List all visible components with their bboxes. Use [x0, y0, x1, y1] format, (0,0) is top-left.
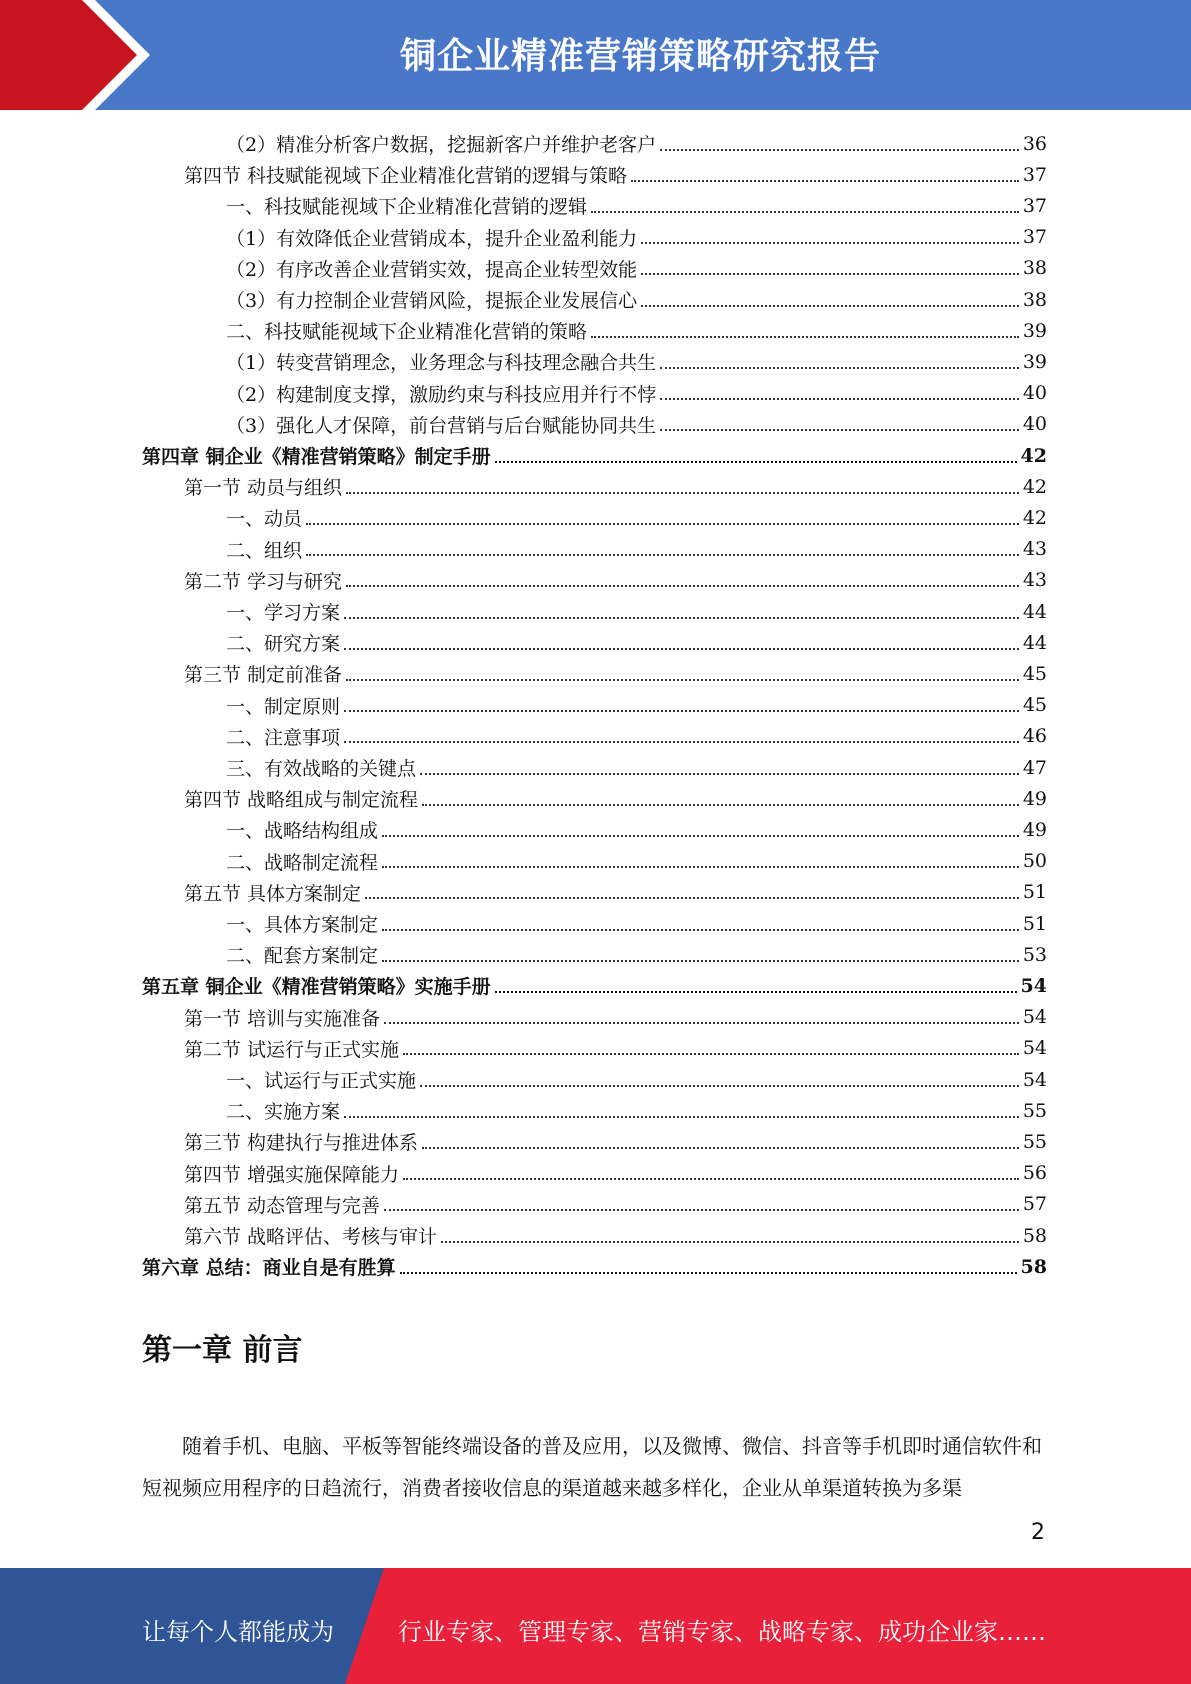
toc-dot-leader: [400, 1272, 1017, 1274]
toc-entry-title: 第五节 具体方案制定: [184, 882, 362, 905]
toc-entry[interactable]: [226, 1064, 1047, 1095]
toc-entry-title: 第四章 铜企业《精准营销策略》制定手册: [142, 446, 491, 468]
toc-page-number: 54: [1022, 1006, 1047, 1029]
toc-entry-title: （3）有力控制企业营销风险，提振企业发展信心: [226, 290, 638, 312]
toc-entry-title: 二、科技赋能视域下企业精准化营销的策略: [226, 321, 588, 344]
toc-entry[interactable]: [226, 253, 1047, 284]
toc-entry[interactable]: [184, 159, 1047, 190]
toc-entry[interactable]: [226, 502, 1047, 533]
toc-page-number: 56: [1022, 1162, 1047, 1185]
toc-entry-title: 二、实施方案: [226, 1101, 341, 1124]
footer-slogan-right: 行业专家、管理专家、营销专家、战略专家、成功企业家……: [398, 1618, 1046, 1646]
toc-page-number: 54: [1022, 1037, 1047, 1060]
toc-entry-title: 第五章 铜企业《精准营销策略》实施手册: [142, 976, 491, 999]
toc-dot-leader: [344, 648, 1019, 650]
toc-entry[interactable]: [226, 627, 1047, 658]
toc-entry[interactable]: [226, 284, 1047, 315]
toc-dot-leader: [591, 336, 1019, 338]
toc-dot-leader: [346, 679, 1019, 681]
page-number: 2: [1031, 1520, 1045, 1545]
toc-dot-leader: [346, 492, 1019, 494]
toc-dot-leader: [344, 617, 1019, 619]
toc-entry-title: 一、动员: [226, 508, 303, 531]
toc-dot-leader: [495, 461, 1017, 463]
page-header: [0, 0, 1191, 110]
toc-entry[interactable]: [184, 1002, 1047, 1033]
toc-entry-title: 第三节 制定前准备: [184, 664, 343, 687]
toc-dot-leader: [631, 180, 1019, 182]
toc-dot-leader: [641, 242, 1019, 244]
toc-dot-leader: [384, 1022, 1019, 1024]
chapter-heading: 第一章 前言: [142, 1333, 303, 1368]
toc-page-number: 37: [1022, 163, 1047, 186]
toc-entry[interactable]: [184, 1189, 1047, 1220]
toc-page-number: 58: [1022, 1224, 1047, 1247]
toc-page-number: 54: [1020, 974, 1047, 997]
toc-entry-title: 第三节 构建执行与推进体系: [184, 1132, 419, 1155]
toc-entry-title: （1）转变营销理念，业务理念与科技理念融合共生: [226, 352, 657, 375]
toc-dot-leader: [403, 1178, 1019, 1180]
toc-entry[interactable]: [226, 315, 1047, 346]
footer-slogan-left: 让每个人都能成为: [142, 1618, 334, 1646]
toc-entry-title: 二、注意事项: [226, 726, 341, 749]
toc-dot-leader: [641, 273, 1019, 275]
toc-entry[interactable]: [226, 939, 1047, 970]
toc-entry-title: 一、战略结构组成: [226, 820, 379, 843]
toc-entry-title: （2）有序改善企业营销实效，提高企业转型效能: [226, 258, 638, 281]
toc-page-number: 45: [1022, 694, 1047, 717]
toc-entry[interactable]: [226, 378, 1047, 409]
toc-page-number: 37: [1022, 226, 1047, 249]
toc-entry[interactable]: [184, 783, 1047, 814]
toc-entry-title: 第一节 培训与实施准备: [184, 1007, 381, 1030]
toc-dot-leader: [344, 741, 1019, 743]
toc-chapter-entry[interactable]: [142, 440, 1047, 471]
toc-entry[interactable]: [226, 846, 1047, 877]
toc-chapter-entry[interactable]: [142, 1251, 1047, 1282]
toc-page-number: 46: [1022, 725, 1047, 748]
toc-dot-leader: [441, 1241, 1019, 1243]
chapter-paragraph: 随着手机、电脑、平板等智能终端设备的普及应用，以及微博、微信、抖音等手机即时通信软件和短视频应用程序的日趋流行，消费者接收信息的渠道越来越多样化，企业从单渠道转换为多渠: [142, 1434, 1042, 1500]
toc-page-number: 49: [1022, 787, 1047, 810]
toc-dot-leader: [344, 710, 1019, 712]
toc-dot-leader: [660, 367, 1019, 369]
toc-page-number: 40: [1022, 382, 1047, 405]
toc-dot-leader: [346, 585, 1019, 587]
toc-entry[interactable]: [226, 752, 1047, 783]
toc-entry-title: 第四节 战略组成与制定流程: [184, 789, 419, 812]
toc-entry[interactable]: [226, 128, 1047, 159]
toc-entry-title: 二、研究方案: [226, 633, 341, 656]
toc-page-number: 42: [1020, 444, 1047, 467]
toc-page-number: 44: [1022, 631, 1047, 654]
toc-dot-leader: [306, 554, 1019, 556]
toc-dot-leader: [344, 1116, 1019, 1118]
toc-page-number: 55: [1022, 1099, 1047, 1122]
document-title: 铜企业精准营销策略研究报告: [399, 36, 881, 77]
toc-page-number: 55: [1022, 1130, 1047, 1153]
toc-dot-leader: [422, 1147, 1019, 1149]
toc-dot-leader: [384, 1209, 1019, 1211]
toc-entry-title: 一、具体方案制定: [226, 914, 379, 936]
toc-entry-title: （3）强化人才保障，前台营销与后台赋能协同共生: [226, 414, 657, 437]
toc-entry[interactable]: [226, 690, 1047, 721]
toc-page-number: 51: [1022, 912, 1047, 935]
toc-page-number: 39: [1022, 350, 1047, 373]
toc-entry-title: （1）有效降低企业营销成本，提升企业盈利能力: [226, 227, 638, 250]
toc-entry[interactable]: [226, 1095, 1047, 1126]
toc-entry[interactable]: [226, 534, 1047, 565]
toc-page-number: 57: [1022, 1193, 1047, 1216]
toc-dot-leader: [382, 960, 1019, 962]
toc-page-number: 39: [1022, 319, 1047, 342]
toc-dot-leader: [660, 398, 1019, 400]
toc-entry-title: 第四节 增强实施保障能力: [184, 1163, 400, 1186]
toc-entry[interactable]: [226, 908, 1047, 939]
toc-entry[interactable]: [184, 1126, 1047, 1157]
toc-dot-leader: [495, 991, 1017, 993]
toc-entry-title: 三、有效战略的关键点: [226, 758, 417, 780]
toc-dot-leader: [420, 773, 1019, 775]
toc-dot-leader: [382, 929, 1019, 931]
toc-entry-title: 一、制定原则: [226, 695, 341, 718]
toc-entry[interactable]: [184, 1158, 1047, 1189]
toc-entry-title: （2）精准分析客户数据，挖掘新客户并维护老客户: [226, 134, 657, 156]
toc-page-number: 51: [1022, 881, 1047, 904]
toc-dot-leader: [365, 897, 1019, 899]
toc-page-number: 45: [1022, 662, 1047, 685]
toc-dot-leader: [422, 804, 1019, 806]
toc-chapter-entry[interactable]: [142, 970, 1047, 1001]
toc-entry[interactable]: [184, 1220, 1047, 1251]
toc-entry[interactable]: [226, 190, 1047, 221]
toc-dot-leader: [382, 835, 1019, 837]
toc-page-number: 44: [1022, 600, 1047, 623]
toc-dot-leader: [306, 523, 1019, 525]
toc-dot-leader: [660, 429, 1019, 431]
toc-entry[interactable]: [184, 877, 1047, 908]
toc-entry[interactable]: [226, 222, 1047, 253]
toc-page-number: 54: [1022, 1068, 1047, 1091]
toc-entry-title: （2）构建制度支撑，激励约束与科技应用并行不悖: [226, 383, 657, 406]
toc-entry-title: 二、配套方案制定: [226, 945, 379, 968]
toc-dot-leader: [660, 149, 1019, 151]
toc-entry-title: 一、学习方案: [226, 602, 341, 624]
toc-entry[interactable]: [184, 471, 1047, 502]
toc-entry[interactable]: [226, 721, 1047, 752]
toc-page-number: 36: [1022, 132, 1047, 155]
page-footer: [0, 1568, 1191, 1684]
toc-entry[interactable]: [226, 596, 1047, 627]
toc-entry-title: 一、试运行与正式实施: [226, 1070, 417, 1092]
toc-entry-title: 第二节 学习与研究: [184, 570, 343, 593]
toc-entry[interactable]: [184, 658, 1047, 689]
toc-page-number: 42: [1022, 475, 1047, 498]
toc-page-number: 38: [1022, 288, 1047, 311]
toc-entry[interactable]: [184, 565, 1047, 596]
toc-entry[interactable]: [226, 346, 1047, 377]
toc-entry-title: 第一节 动员与组织: [184, 477, 343, 500]
toc-page-number: 38: [1022, 257, 1047, 280]
toc-entry-title: 二、组织: [226, 539, 303, 562]
toc-page-number: 53: [1022, 943, 1047, 966]
toc-page-number: 43: [1022, 569, 1047, 592]
toc-entry-title: 第五节 动态管理与完善: [184, 1194, 381, 1217]
toc-dot-leader: [382, 866, 1019, 868]
toc-page-number: 43: [1022, 538, 1047, 561]
toc-page-number: 40: [1022, 413, 1047, 436]
toc-entry[interactable]: [226, 814, 1047, 845]
toc-page-number: 49: [1022, 818, 1047, 841]
toc-entry-title: 第六章 总结：商业自是有胜算: [142, 1257, 396, 1280]
toc-entry-title: 一、科技赋能视域下企业精准化营销的逻辑: [226, 196, 588, 219]
toc-page-number: 42: [1022, 506, 1047, 529]
toc-entry[interactable]: [184, 1033, 1047, 1064]
toc-page-number: 37: [1022, 194, 1047, 217]
toc-dot-leader: [420, 1085, 1019, 1087]
toc-page-number: 50: [1022, 850, 1047, 873]
toc-entry[interactable]: [226, 409, 1047, 440]
toc-dot-leader: [641, 305, 1019, 307]
toc-dot-leader: [591, 211, 1019, 213]
toc-page-number: 58: [1020, 1255, 1047, 1278]
toc-entry-title: 第二节 试运行与正式实施: [184, 1038, 400, 1061]
toc-entry-title: 第六节 战略评估、考核与审计: [184, 1226, 438, 1248]
toc-page-number: 47: [1022, 756, 1047, 779]
toc-entry-title: 第四节 科技赋能视域下企业精准化营销的逻辑与策略: [184, 165, 628, 188]
toc-entry-title: 二、战略制定流程: [226, 851, 379, 874]
toc-dot-leader: [403, 1053, 1019, 1055]
